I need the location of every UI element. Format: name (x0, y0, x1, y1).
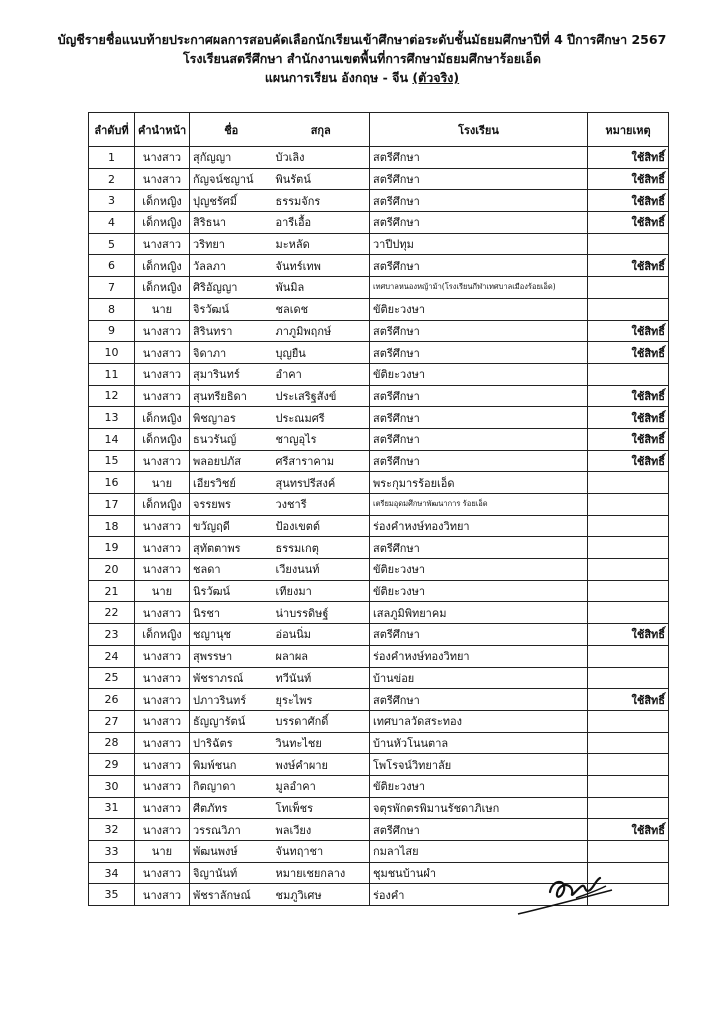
header-prefix: คำนำหน้า (135, 113, 190, 147)
row-last-name: ชลเดช (273, 298, 370, 320)
table-row (89, 450, 669, 472)
row-number: 24 (89, 645, 135, 667)
row-note (588, 494, 669, 516)
row-school: เสลภูมิพิทยาคม (370, 602, 588, 624)
row-number: 4 (89, 212, 135, 234)
table-row (89, 342, 669, 364)
header-no: ลำดับที่ (89, 113, 135, 147)
row-school: สตรีศึกษา (370, 147, 588, 169)
student-list-table (88, 112, 669, 906)
row-prefix: นางสาว (135, 450, 190, 472)
row-last-name: น่าบรรดิษฐ์ (273, 602, 370, 624)
row-note (588, 775, 669, 797)
row-school: ร่องคำหงษ์ทองวิทยา (370, 515, 588, 537)
row-prefix: นางสาว (135, 515, 190, 537)
row-prefix: นางสาว (135, 710, 190, 732)
row-prefix: นางสาว (135, 645, 190, 667)
table-row (89, 407, 669, 429)
row-prefix: นางสาว (135, 602, 190, 624)
table-row (89, 298, 669, 320)
row-prefix: นางสาว (135, 537, 190, 559)
row-school: สตรีศึกษา (370, 450, 588, 472)
table-row (89, 689, 669, 711)
row-school: สตรีศึกษา (370, 407, 588, 429)
row-school: บ้านหัวโนนตาล (370, 732, 588, 754)
row-note (588, 732, 669, 754)
row-school: สตรีศึกษา (370, 342, 588, 364)
row-first-name: ปภาวรินทร์ (190, 689, 273, 711)
row-number: 30 (89, 775, 135, 797)
row-prefix: เด็กหญิง (135, 494, 190, 516)
row-number: 22 (89, 602, 135, 624)
row-note: ใช้สิทธิ์ (588, 212, 669, 234)
table-header-row (89, 113, 669, 147)
row-last-name: บรรดาศักดิ์ (273, 710, 370, 732)
row-number: 33 (89, 841, 135, 863)
row-last-name: จันทร์เทพ (273, 255, 370, 277)
row-note: ใช้สิทธิ์ (588, 819, 669, 841)
row-prefix: นางสาว (135, 884, 190, 906)
header-last-name: สกุล (273, 113, 370, 147)
row-first-name: จิดาภา (190, 342, 273, 364)
row-first-name: พลอยปภัส (190, 450, 273, 472)
row-number: 29 (89, 754, 135, 776)
table-row (89, 515, 669, 537)
row-note (588, 841, 669, 863)
table-row (89, 428, 669, 450)
row-school: วาปีปทุม (370, 233, 588, 255)
row-first-name: ขวัญฤดี (190, 515, 273, 537)
table-row (89, 472, 669, 494)
row-number: 27 (89, 710, 135, 732)
table-row (89, 775, 669, 797)
row-prefix: นางสาว (135, 147, 190, 169)
row-school: เทศบาลหนองหญ้าม้า(โรงเรียนกีฬาเทศบาลเมืองร้อยเอ็ด) (370, 277, 588, 299)
table-body (89, 147, 669, 906)
row-last-name: หมายเชยกลาง (273, 862, 370, 884)
row-note: ใช้สิทธิ์ (588, 450, 669, 472)
row-last-name: เวียงนนท์ (273, 559, 370, 581)
row-school: ชุมชนบ้านผำ (370, 862, 588, 884)
row-number: 18 (89, 515, 135, 537)
row-number: 11 (89, 363, 135, 385)
row-last-name: ชมภูวิเศษ (273, 884, 370, 906)
row-school: บ้านข่อย (370, 667, 588, 689)
table-row (89, 732, 669, 754)
table-row (89, 385, 669, 407)
row-school: ขัติยะวงษา (370, 775, 588, 797)
row-school: สตรีศึกษา (370, 385, 588, 407)
header-note: หมายเหตุ (588, 113, 669, 147)
row-last-name: พันมิล (273, 277, 370, 299)
row-first-name: กิตญาดา (190, 775, 273, 797)
row-last-name: มูลอำคา (273, 775, 370, 797)
table-row (89, 190, 669, 212)
row-first-name: กัญจน์ชญาน์ (190, 168, 273, 190)
row-school: สตรีศึกษา (370, 428, 588, 450)
row-prefix: นางสาว (135, 667, 190, 689)
header-school: โรงเรียน (370, 113, 588, 147)
signature (514, 868, 624, 918)
row-number: 8 (89, 298, 135, 320)
row-number: 6 (89, 255, 135, 277)
row-last-name: พงษ์คำผาย (273, 754, 370, 776)
row-prefix: นางสาว (135, 342, 190, 364)
row-last-name: มะหลัด (273, 233, 370, 255)
row-last-name: ชาญอุไร (273, 428, 370, 450)
row-prefix: นาย (135, 472, 190, 494)
study-plan-line (0, 68, 724, 87)
row-school: เทศบาลวัดสระทอง (370, 710, 588, 732)
row-last-name: ธรรมเกตุ (273, 537, 370, 559)
row-first-name: สุทัตตาพร (190, 537, 273, 559)
row-prefix: เด็กหญิง (135, 428, 190, 450)
row-school: สตรีศึกษา (370, 819, 588, 841)
row-first-name: พัฒนพงษ์ (190, 841, 273, 863)
row-last-name: วินทะไชย (273, 732, 370, 754)
row-number: 32 (89, 819, 135, 841)
row-school: สตรีศึกษา (370, 689, 588, 711)
row-last-name: โทเพ็ชร (273, 797, 370, 819)
row-last-name: อำคา (273, 363, 370, 385)
table-row (89, 233, 669, 255)
table-row (89, 624, 669, 646)
row-note: ใช้สิทธิ์ (588, 689, 669, 711)
row-first-name: ปุญชรัศมิ์ (190, 190, 273, 212)
row-school: พระกุมารร้อยเอ็ด (370, 472, 588, 494)
row-prefix: นาย (135, 298, 190, 320)
row-prefix: นางสาว (135, 363, 190, 385)
row-school: สตรีศึกษา (370, 624, 588, 646)
row-last-name: ประเสริฐสังข์ (273, 385, 370, 407)
row-number: 15 (89, 450, 135, 472)
row-last-name: อารีเอื้อ (273, 212, 370, 234)
row-first-name: ธนวรันญ์ (190, 428, 273, 450)
row-number: 31 (89, 797, 135, 819)
row-number: 23 (89, 624, 135, 646)
row-first-name: วรรณวิภา (190, 819, 273, 841)
row-first-name: พัชราลักษณ์ (190, 884, 273, 906)
row-last-name: วงชารี (273, 494, 370, 516)
table-row (89, 645, 669, 667)
row-school: โพโรจน์วิทยาลัย (370, 754, 588, 776)
row-last-name: ธรรมจักร (273, 190, 370, 212)
row-prefix: นาย (135, 841, 190, 863)
row-number: 17 (89, 494, 135, 516)
row-prefix: เด็กหญิง (135, 255, 190, 277)
row-note: ใช้สิทธิ์ (588, 190, 669, 212)
row-school: สตรีศึกษา (370, 537, 588, 559)
row-school: สตรีศึกษา (370, 255, 588, 277)
row-school: ขัติยะวงษา (370, 363, 588, 385)
row-prefix: นางสาว (135, 754, 190, 776)
row-first-name: วริทยา (190, 233, 273, 255)
row-prefix: นางสาว (135, 233, 190, 255)
row-last-name: เทียงมา (273, 580, 370, 602)
row-note: ใช้สิทธิ์ (588, 624, 669, 646)
row-note (588, 515, 669, 537)
row-prefix: เด็กหญิง (135, 407, 190, 429)
study-plan-label: แผนการเรียน อังกฤษ - จีน (264, 70, 413, 85)
row-number: 5 (89, 233, 135, 255)
row-first-name: ชญานุช (190, 624, 273, 646)
row-number: 10 (89, 342, 135, 364)
row-prefix: นางสาว (135, 862, 190, 884)
row-last-name: ทวีนันท์ (273, 667, 370, 689)
row-last-name: จันทฤาชา (273, 841, 370, 863)
row-last-name: ยุระไพร (273, 689, 370, 711)
row-school: ขัติยะวงษา (370, 580, 588, 602)
row-number: 28 (89, 732, 135, 754)
row-last-name: พลเวียง (273, 819, 370, 841)
row-note (588, 580, 669, 602)
row-number: 12 (89, 385, 135, 407)
row-prefix: นาย (135, 580, 190, 602)
row-first-name: นิรวัฒน์ (190, 580, 273, 602)
row-first-name: จิญานันท์ (190, 862, 273, 884)
row-first-name: เอียรวิชย์ (190, 472, 273, 494)
table-row (89, 667, 669, 689)
row-school: สตรีศึกษา (370, 190, 588, 212)
row-number: 9 (89, 320, 135, 342)
row-school: เตรียมอุดมศึกษาพัฒนาการ ร้อยเอ็ด (370, 494, 588, 516)
row-first-name: สุพรรษา (190, 645, 273, 667)
row-note (588, 472, 669, 494)
table-row (89, 819, 669, 841)
table-row (89, 147, 669, 169)
row-prefix: นางสาว (135, 385, 190, 407)
row-first-name: สิรินทรา (190, 320, 273, 342)
row-note (588, 559, 669, 581)
row-last-name: บุญยืน (273, 342, 370, 364)
table-row (89, 320, 669, 342)
row-note: ใช้สิทธิ์ (588, 320, 669, 342)
row-last-name: พินรัตน์ (273, 168, 370, 190)
row-first-name: พิชญาอร (190, 407, 273, 429)
row-first-name: จรรยพร (190, 494, 273, 516)
row-prefix: นางสาว (135, 819, 190, 841)
row-number: 21 (89, 580, 135, 602)
row-first-name: สิริธนา (190, 212, 273, 234)
row-prefix: เด็กหญิง (135, 277, 190, 299)
row-number: 13 (89, 407, 135, 429)
row-school: สตรีศึกษา (370, 168, 588, 190)
row-note (588, 797, 669, 819)
row-note (588, 277, 669, 299)
row-note: ใช้สิทธิ์ (588, 407, 669, 429)
row-first-name: ศีตภัทร (190, 797, 273, 819)
row-first-name: ชลดา (190, 559, 273, 581)
row-note (588, 667, 669, 689)
row-first-name: ธัญญารัตน์ (190, 710, 273, 732)
row-school: ร่องคำ (370, 884, 588, 906)
row-note (588, 645, 669, 667)
row-prefix: นางสาว (135, 689, 190, 711)
table-row (89, 841, 669, 863)
row-first-name: สุมารินทร์ (190, 363, 273, 385)
table-row (89, 255, 669, 277)
row-school: ร่องคำหงษ์ทองวิทยา (370, 645, 588, 667)
row-note: ใช้สิทธิ์ (588, 147, 669, 169)
status-label: (ตัวจริง) (412, 70, 460, 85)
row-number: 34 (89, 862, 135, 884)
table-row (89, 537, 669, 559)
row-note (588, 298, 669, 320)
table-row (89, 797, 669, 819)
row-number: 26 (89, 689, 135, 711)
table-row (89, 212, 669, 234)
row-number: 20 (89, 559, 135, 581)
row-prefix: นางสาว (135, 732, 190, 754)
document-header (0, 30, 724, 87)
row-note (588, 602, 669, 624)
row-last-name: บัวเลิง (273, 147, 370, 169)
row-note: ใช้สิทธิ์ (588, 428, 669, 450)
row-last-name: ป้องเขตต์ (273, 515, 370, 537)
row-prefix: นางสาว (135, 775, 190, 797)
row-prefix: นางสาว (135, 559, 190, 581)
row-first-name: สุนทรียธิดา (190, 385, 273, 407)
row-note (588, 233, 669, 255)
table-row (89, 559, 669, 581)
row-number: 35 (89, 884, 135, 906)
header-first-name: ชื่อ (190, 113, 273, 147)
announcement-title: บัญชีรายชื่อแนบท้ายประกาศผลการสอบคัดเลือกนักเรียนเข้าศึกษาต่อระดับชั้นมัธยมศึกษาปีที่ 4 ปีการศึกษา 2567 (57, 32, 667, 47)
row-number: 16 (89, 472, 135, 494)
school-agency-line: โรงเรียนสตรีศึกษา สำนักงานเขตพื้นที่การศึกษามัธยมศึกษาร้อยเอ็ด (182, 51, 542, 66)
row-first-name: นิรชา (190, 602, 273, 624)
row-school: กมลาไสย (370, 841, 588, 863)
row-note: ใช้สิทธิ์ (588, 342, 669, 364)
row-number: 1 (89, 147, 135, 169)
row-note (588, 537, 669, 559)
row-note (588, 710, 669, 732)
row-last-name: ประณมศรี (273, 407, 370, 429)
row-first-name: สุกัญญา (190, 147, 273, 169)
table-row (89, 363, 669, 385)
row-number: 19 (89, 537, 135, 559)
row-first-name: ปาริฉัตร (190, 732, 273, 754)
row-prefix: เด็กหญิง (135, 190, 190, 212)
row-last-name: ภาภูมิพฤกษ์ (273, 320, 370, 342)
row-school: สตรีศึกษา (370, 320, 588, 342)
row-school: จตุรพักตรพิมานรัชดาภิเษก (370, 797, 588, 819)
row-prefix: นางสาว (135, 797, 190, 819)
row-first-name: พิมพ์ชนก (190, 754, 273, 776)
table-row (89, 602, 669, 624)
row-first-name: ศิริอัญญา (190, 277, 273, 299)
row-last-name: ศรีสาราคาม (273, 450, 370, 472)
row-note: ใช้สิทธิ์ (588, 385, 669, 407)
row-school: ขัติยะวงษา (370, 298, 588, 320)
row-first-name: จิรวัฒน์ (190, 298, 273, 320)
row-note: ใช้สิทธิ์ (588, 168, 669, 190)
row-prefix: เด็กหญิง (135, 212, 190, 234)
row-note (588, 363, 669, 385)
row-number: 2 (89, 168, 135, 190)
row-prefix: นางสาว (135, 320, 190, 342)
row-prefix: นางสาว (135, 168, 190, 190)
table-row (89, 168, 669, 190)
row-number: 25 (89, 667, 135, 689)
table-row (89, 580, 669, 602)
row-number: 7 (89, 277, 135, 299)
row-note: ใช้สิทธิ์ (588, 255, 669, 277)
row-first-name: พัชราภรณ์ (190, 667, 273, 689)
row-number: 14 (89, 428, 135, 450)
row-school: สตรีศึกษา (370, 212, 588, 234)
table-row (89, 710, 669, 732)
row-note (588, 754, 669, 776)
table-row (89, 277, 669, 299)
table-row (89, 494, 669, 516)
row-last-name: ผลาผล (273, 645, 370, 667)
table-row (89, 754, 669, 776)
row-prefix: เด็กหญิง (135, 624, 190, 646)
row-last-name: อ่อนนิ่ม (273, 624, 370, 646)
row-first-name: วัลลภา (190, 255, 273, 277)
row-number: 3 (89, 190, 135, 212)
row-school: ขัติยะวงษา (370, 559, 588, 581)
row-last-name: สุนทรปรีสงค์ (273, 472, 370, 494)
